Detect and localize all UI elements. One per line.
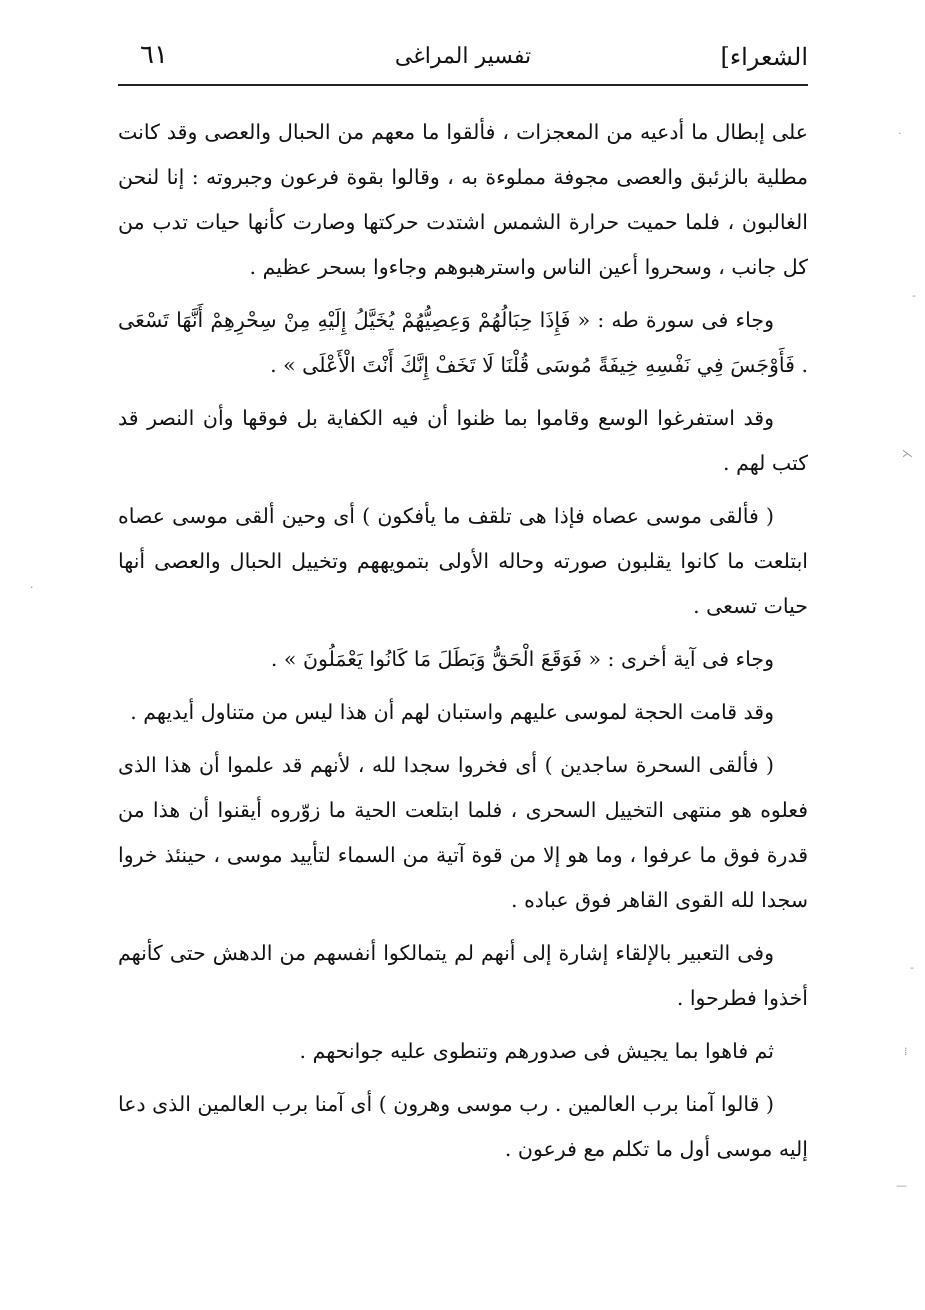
paragraph: ( فألقى السحرة ساجدين ) أى فخروا سجدا لله ، لأنهم قد علموا أن هذا الذى فعلوه هو منتهى التخييل السحرى ، فلما ابتلعت الحية ما زوّروه أيقنوا أن هذا من قدرة فوق ما عرفوا ، وما هو إلا من قوة آتية من السماء لتأييد موسى ، حينئذ خروا سجدا لله القوى القاهر فوق عباده . xyxy=(118,753,808,912)
scan-speck: - xyxy=(910,961,914,974)
paragraph: على إبطال ما أدعيه من المعجزات ، فألقوا ما معهم من الحبال والعصى وقد كانت مطلية بالزئبق والعصى مجوفة مملوءة به ، وقالوا بقوة فرعون وجبروته : إنا لنحن الغالبون ، فلما حميت حرارة الشمس اشتدت حركتها وصارت كأنها حيات تدب من كل جانب ، وسحروا أعين الناس واسترهبوهم وجاءوا بسحر عظيم . xyxy=(118,120,808,279)
paragraph: وجاء فى آية أخرى : « فَوَقَعَ الْحَقُّ وَبَطَلَ مَا كَانُوا يَعْمَلُونَ » . xyxy=(270,647,774,671)
scan-speck: — xyxy=(896,1179,907,1192)
scan-speck: ⋋ xyxy=(902,447,913,460)
header-divider xyxy=(118,84,808,86)
paragraph: وقد قامت الحجة لموسى عليهم واستبان لهم أن هذا ليس من متناول أيديهم . xyxy=(130,700,774,724)
paragraph: وفى التعبير بالإلقاء إشارة إلى أنهم لم يتمالكوا أنفسهم من الدهش حتى كأنهم أخذوا فطرحوا . xyxy=(118,941,808,1010)
page-header xyxy=(118,34,808,78)
scan-speck: - xyxy=(912,289,916,302)
scan-speck: · xyxy=(898,127,902,140)
paragraph: ( فألقى موسى عصاه فإذا هى تلقف ما يأفكون ) أى وحين ألقى موسى عصاه ابتلعت ما كانوا يقلبون صورته وحاله الأولى بتمويههم وتخييل الحبال والعصى أنها حيات تسعى . xyxy=(118,504,808,618)
scan-speck: · xyxy=(30,581,34,594)
paragraph: وقد استفرغوا الوسع وقاموا بما ظنوا أن فيه الكفاية بل فوقها وأن النصر قد كتب لهم . xyxy=(118,406,808,475)
paragraph: ( قالوا آمنا برب العالمين . رب موسى وهرون ) أى آمنا برب العالمين الذى دعا إليه موسى أول ما تكلم مع فرعون . xyxy=(118,1092,808,1161)
paragraph: ثم فاهوا بما يجيش فى صدورهم وتنطوى عليه جوانحهم . xyxy=(299,1039,774,1063)
body-text xyxy=(118,110,808,1180)
surah-name: الشعراء] xyxy=(720,43,808,71)
book-title: تفسير المراغى xyxy=(394,44,532,69)
paragraph: وجاء فى سورة طه : « فَإِذَا حِبَالُهُمْ وَعِصِيُّهُمْ يُخَيَّلُ إِلَيْهِ مِنْ سِحْرِهِمْ أَنَّهَا تَسْعَى . فَأَوْجَسَ فِي نَفْسِهِ خِيفَةً مُوسَى قُلْنَا لَا تَخَفْ إِنَّكَ أَنْتَ الْأَعْلَى » . xyxy=(118,308,808,377)
page-number: ٦١ xyxy=(140,40,168,70)
scan-speck: ⁞ xyxy=(904,1045,908,1058)
